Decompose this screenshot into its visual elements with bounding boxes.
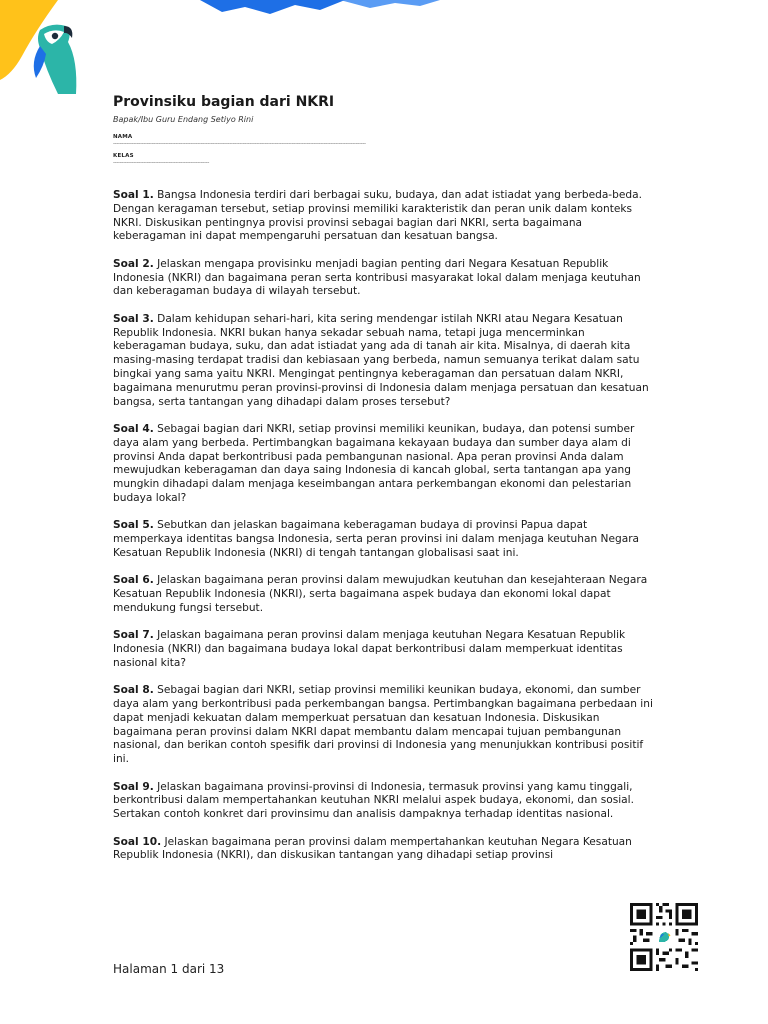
question-number: Soal 10. [113, 835, 162, 848]
question-number: Soal 8. [113, 684, 154, 697]
light-blue-wave-shape [340, 0, 440, 8]
question-number: Soal 9. [113, 780, 154, 793]
question-number: Soal 2. [113, 257, 154, 270]
question-text: Sebagai bagian dari NKRI, setiap provinsi memiliki keunikan, budaya, dan potensi sumber daya alam yang berbeda. Pertimbangkan bagaimana kekayaan budaya dan sumber daya alam di provinsi Anda dapat berkontribusi pada pembangunan nasional. Apa peran provinsi Anda dalam mewujudkan keberagaman dan daya saing Indonesia di kancah global, serta tantangan apa yang mungkin dihadapi dalam menjaga keseimbangan antara perkembangan ekonomi dan pelestarian budaya lokal? [113, 422, 635, 504]
question-item [113, 836, 658, 864]
question-number: Soal 5. [113, 519, 154, 532]
page-number: Halaman 1 dari 13 [113, 962, 225, 976]
teacher-name: Bapak/Ibu Guru Endang Setiyo Rini [113, 115, 254, 124]
question-item [113, 684, 658, 767]
question-list [113, 189, 658, 863]
question-text: Sebutkan dan jelaskan bagaimana keberagaman budaya di provinsi Papua dapat memperkaya identitas bangsa Indonesia, serta peran provinsi ini dalam menjaga keutuhan Negara Kesatuan Republik Indonesia (NKRI) di tengah tantangan globalisasi saat ini. [113, 519, 640, 559]
question-text: Jelaskan bagaimana peran provinsi dalam menjaga keutuhan Negara Kesatuan Republik Indonesia (NKRI) dan bagaimana budaya lokal dapat berkontribusi dalam memperkuat identitas nasional kita? [113, 629, 626, 669]
question-item [113, 258, 658, 299]
parrot-logo-icon [34, 25, 77, 94]
kelas-label: KELAS [113, 153, 134, 159]
question-item [113, 313, 658, 410]
question-text: Jelaskan mengapa provisinku menjadi bagian penting dari Negara Kesatuan Republik Indonesia (NKRI) dan bagaimana peran serta kontribusi masyarakat lokal dalam menjaga keutuhan dan keberagaman budaya di wilayah tersebut. [113, 257, 641, 298]
question-text: Sebagai bagian dari NKRI, setiap provinsi memiliki keunikan budaya, ekonomi, dan sumber daya alam yang berkontribusi pada perkembangan bangsa. Pertimbangkan bagaimana perbedaan ini dapat menjadi kekuatan dalam memperkuat persatuan dan kesatuan Indonesia. Diskusikan bagaimana peran provinsi dalam NKRI dapat membantu dalam mencapai tujuan pembangunan nasional, dan berikan contoh spesifik dari provinsi di Indonesia yang menunjukkan kontribusi positif ini. [113, 684, 653, 766]
worksheet-content [113, 93, 658, 877]
question-number: Soal 4. [113, 422, 154, 435]
question-item [113, 423, 658, 506]
question-text: Jelaskan bagaimana peran provinsi dalam mempertahankan keutuhan Negara Kesatuan Republik Indonesia (NKRI), dan diskusikan tantangan yang dihadapi setiap provinsi [113, 835, 632, 862]
question-number: Soal 6. [113, 574, 154, 587]
question-item [113, 574, 658, 615]
question-number: Soal 1. [113, 189, 154, 201]
question-item [113, 781, 658, 822]
header-decoration [0, 0, 768, 100]
question-text: Bangsa Indonesia terdiri dari berbagai suku, budaya, dan adat istiadat yang berbeda-beda. Dengan keragaman tersebut, setiap provinsi memiliki karakteristik dan peran unik dalam konteks NKRI. Diskusikan pentingnya provisi provinsi sebagai bagian dari NKRI, serta bagaimana keberagaman ini dapat mempengaruhi persatuan dan kesatuan bangsa. [113, 189, 642, 243]
question-number: Soal 3. [113, 312, 154, 325]
question-item [113, 519, 658, 560]
kelas-fill-line[interactable]: --------------------------------------------------------- [113, 160, 210, 166]
question-text: Jelaskan bagaimana provinsi-provinsi di Indonesia, termasuk provinsi yang kamu tinggali, berkontribusi dalam mempertahankan keutuhan NKRI melalui aspek budaya, ekonomi, dan sosial. Sertakan contoh konkret dari provinsimu dan analisis dampaknya terhadap identitas nasional. [113, 780, 634, 821]
nama-fill-line[interactable]: ------------------------------------------------------------------------------------------------------------------------------------------------------ [113, 141, 366, 147]
page-title: Provinsiku bagian dari NKRI [113, 94, 335, 110]
question-item [113, 629, 658, 670]
question-number: Soal 7. [113, 629, 154, 642]
nama-label: NAMA [113, 134, 133, 140]
question-text: Jelaskan bagaimana peran provinsi dalam mewujudkan keutuhan dan kesejahteraan Negara Kesatuan Republik Indonesia (NKRI), serta bagaimana aspek budaya dan ekonomi lokal dapat mendukung fungsi tersebut. [113, 574, 648, 614]
blue-wave-shape [200, 0, 345, 14]
question-item [113, 189, 658, 244]
question-text: Dalam kehidupan sehari-hari, kita sering mendengar istilah NKRI atau Negara Kesatuan Republik Indonesia. NKRI bukan hanya sekadar sebuah nama, tetapi juga mencerminkan keberagaman budaya, suku, dan adat istiadat yang ada di tanah air kita. Misalnya, di daerah kita masing-masing terdapat tradisi dan kebiasaan yang berbeda, namun semuanya terikat dalam satu bingkai yang sama yaitu NKRI. Mengingat pentingnya keberagaman dan persatuan dalam NKRI, bagaimana menurutmu peran provinsi-provinsi di Indonesia dalam menjaga persatuan dan kesatuan bangsa, serta tantangan yang dihadapi dalam proses tersebut? [113, 312, 649, 408]
qr-code-icon[interactable] [630, 903, 698, 971]
